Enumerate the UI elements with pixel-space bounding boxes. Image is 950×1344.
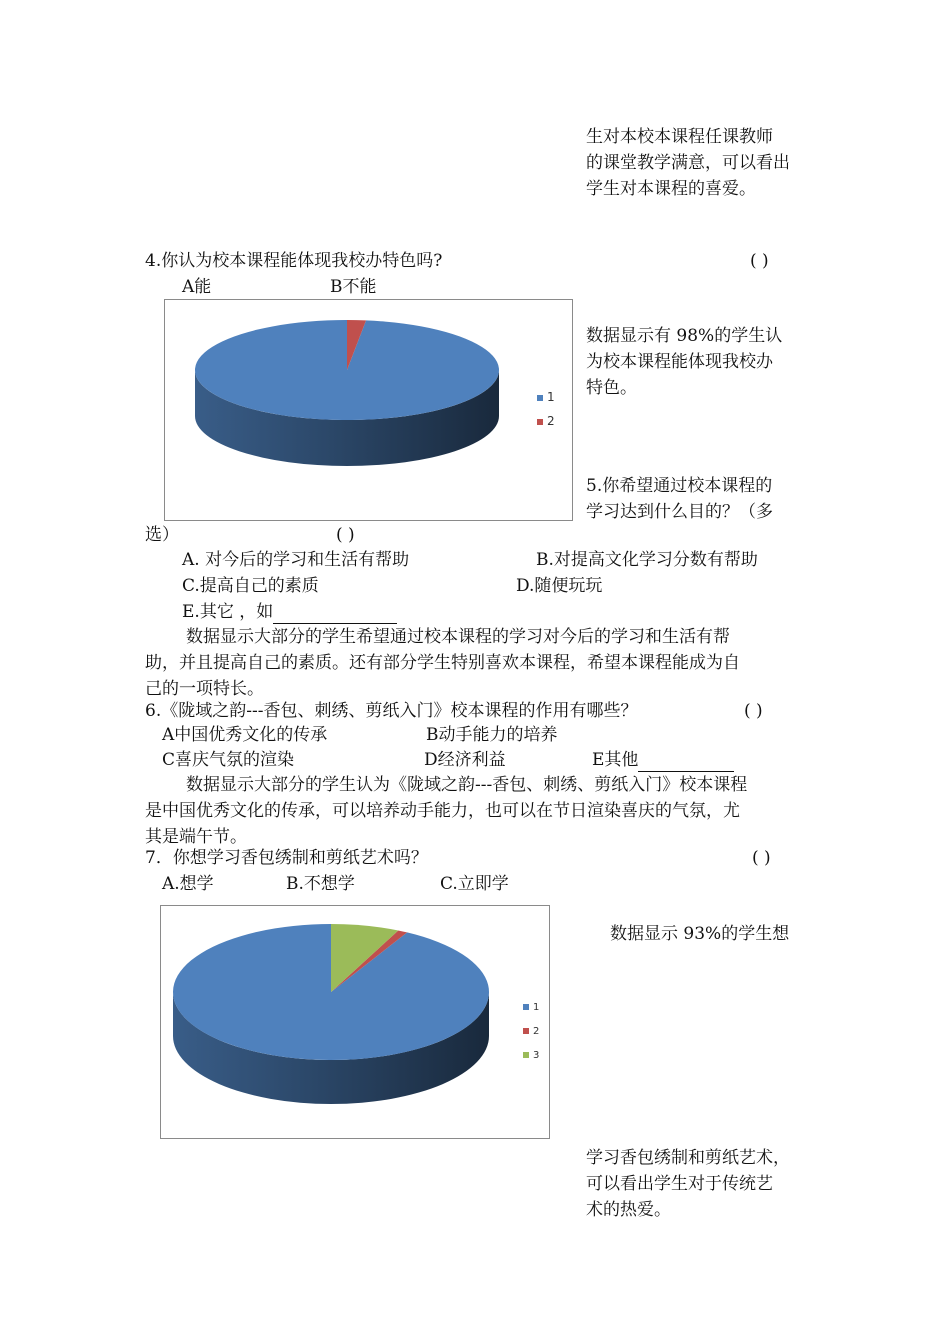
q5-option-b: B.对提高文化学习分数有帮助: [536, 550, 758, 570]
top-note-line-3: 学生对本课程的喜爱。: [586, 179, 756, 199]
q4-pie-chart: [164, 299, 573, 521]
q6-option-c: C喜庆气氛的渲染: [162, 750, 295, 770]
q7-pie-chart: [160, 905, 550, 1139]
q6-option-e-label: E其他: [592, 750, 639, 770]
q4-option-a: A能: [182, 277, 212, 297]
q4-note-line-3: 特色。: [586, 378, 637, 398]
legend-item-1: [537, 385, 555, 409]
q6-option-d: D经济利益: [424, 750, 506, 770]
legend-item-1: [523, 996, 539, 1020]
legend-swatch: [523, 1004, 529, 1010]
q4-note-line-2: 为校本课程能体现我校办: [586, 352, 773, 372]
q7-note-line-3: 术的热爱。: [586, 1200, 671, 1220]
q5-option-e-label: E.其它 ，如: [182, 602, 274, 622]
q7-pie-svg: [161, 906, 549, 1138]
q5-question-line-2: 学习达到什么目的？（多: [586, 502, 773, 522]
q5-question-cont: 选）: [145, 525, 179, 545]
q5-option-d: D.随便玩玩: [516, 576, 603, 596]
legend-swatch: [537, 419, 543, 425]
q7-note-line-1: 学习香包绣制和剪纸艺术，: [586, 1148, 790, 1168]
q4-answer-paren: ( ): [750, 251, 769, 271]
q6-option-a: A中国优秀文化的传承: [162, 725, 328, 745]
q6-option-e-blank: [638, 753, 734, 772]
q5-option-c: C.提高自己的素质: [182, 576, 319, 596]
q6-summary-line-2: 是中国优秀文化的传承，可以培养动手能力，也可以在节日渲染喜庆的气氛，尤: [145, 801, 740, 821]
q6-option-b: B动手能力的培养: [426, 725, 558, 745]
q7-answer-paren: ( ): [752, 848, 771, 868]
q7-note-line-2: 可以看出学生对于传统艺: [586, 1174, 773, 1194]
q7-option-b: B.不想学: [286, 874, 355, 894]
q6-summary-line-3: 其是端午节。: [145, 827, 247, 847]
q5-option-e: [182, 600, 397, 624]
top-note-line-2: 的课堂教学满意，可以看出: [586, 153, 790, 173]
legend-item-2: [523, 1020, 539, 1044]
legend-swatch: [523, 1052, 529, 1058]
q7-option-c: C.立即学: [440, 874, 509, 894]
legend-swatch: [523, 1028, 529, 1034]
q7-legend: [523, 996, 539, 1068]
legend-label: 1: [547, 390, 555, 404]
legend-swatch: [537, 395, 543, 401]
legend-item-3: [523, 1044, 539, 1068]
legend-label: 2: [533, 1026, 540, 1037]
q5-answer-paren: ( ): [336, 525, 355, 545]
q4-question: 4.你认为校本课程能体现我校办特色吗?: [145, 251, 443, 271]
q5-option-e-blank: [273, 605, 397, 624]
legend-label: 1: [533, 1002, 540, 1013]
q4-note-line-1: 数据显示有 98%的学生认: [586, 326, 783, 346]
legend-item-2: [537, 409, 555, 433]
top-note-line-1: 生对本校本课程任课教师: [586, 127, 773, 147]
q7-note-top: 数据显示 93%的学生想: [610, 924, 790, 944]
q6-question: 6.《陇域之韵---香包、刺绣、剪纸入门》校本课程的作用有哪些？: [145, 701, 638, 721]
q5-summary-line-1: 数据显示大部分的学生希望通过校本课程的学习对今后的学习和生活有帮: [186, 627, 730, 647]
legend-label: 2: [547, 414, 555, 428]
q6-summary-line-1: 数据显示大部分的学生认为《陇域之韵---香包、刺绣、剪纸入门》校本课程: [186, 775, 748, 795]
q5-summary-line-2: 助，并且提高自己的素质。还有部分学生特别喜欢本课程，希望本课程能成为自: [145, 653, 740, 673]
q7-option-a: A.想学: [162, 874, 214, 894]
q7-question: 7．你想学习香包绣制和剪纸艺术吗？: [145, 848, 428, 868]
q5-question-line-1: 5.你希望通过校本课程的: [586, 476, 773, 496]
legend-label: 3: [533, 1050, 540, 1061]
q6-answer-paren: ( ): [744, 701, 763, 721]
q6-option-e: [592, 748, 734, 772]
q4-pie-svg: [165, 300, 572, 520]
q4-legend: [537, 385, 555, 433]
q5-option-a: A. 对今后的学习和生活有帮助: [182, 550, 410, 570]
q5-summary-line-3: 己的一项特长。: [145, 679, 264, 699]
q4-option-b: B不能: [330, 277, 377, 297]
